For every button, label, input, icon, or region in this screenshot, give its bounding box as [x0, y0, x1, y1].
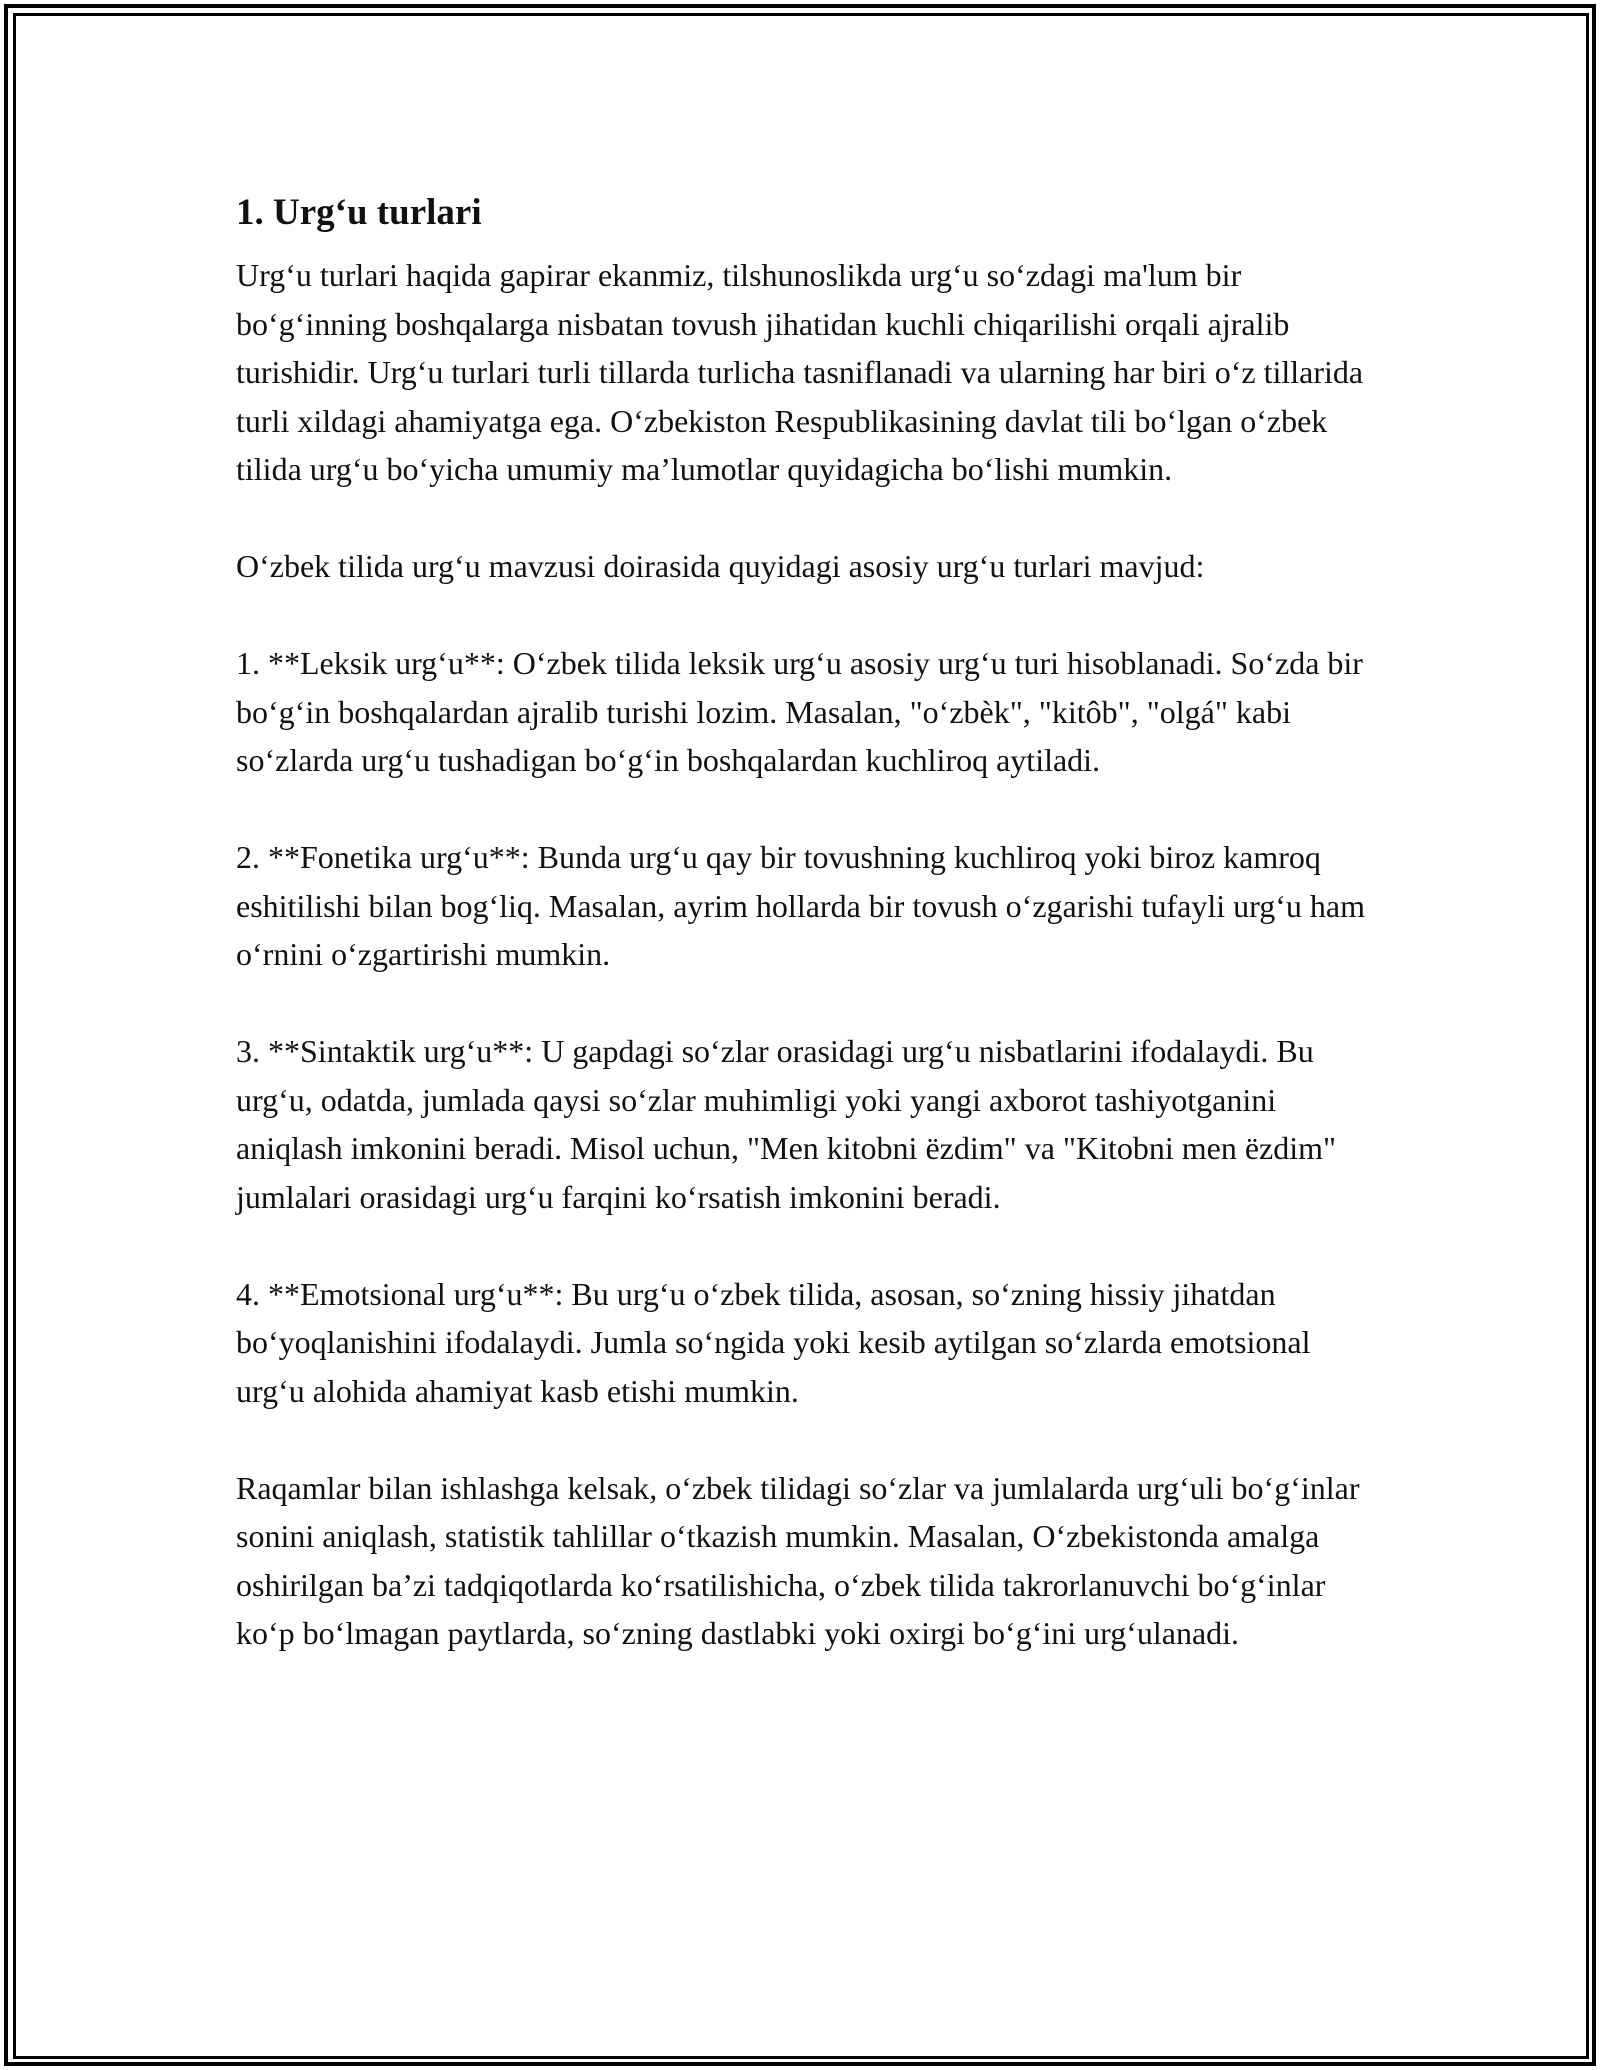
paragraph-intro: Urg‘u turlari haqida gapirar ekanmiz, tilshunoslikda urg‘u so‘zdagi ma'lum bir bo‘g‘inning boshqalarga nisbatan tovush jihatidan kuchli chiqarilishi orqali ajralib turishidir. Urg‘u turlari turli tillarda turlicha tasniflanadi va ularning har biri o‘z tillarida turli xildagi ahamiyatga ega. O‘zbekiston Respublikasining davlat tili bo‘lgan o‘zbek tilida urg‘u bo‘yicha umumiy ma’lumotlar quyidagicha bo‘lishi mumkin. [236, 257, 1364, 487]
paragraph-emotional-stress: 4. **Emotsional urg‘u**: Bu urg‘u o‘zbek tilida, asosan, so‘zning hissiy jihatdan bo‘yoqlanishini ifodalaydi. Jumla so‘ngida yoki kesib aytilgan so‘zlarda emotsional urg‘u alohida ahamiyat kasb etishi mumkin. [236, 1275, 1311, 1409]
section-heading: 1. Urg‘u turlari [236, 192, 482, 233]
paragraph-syntactic-stress: 3. **Sintaktik urg‘u**: U gapdagi so‘zlar orasidagi urg‘u nisbatlarini ifodalaydi. Bu urg‘u, odatda, jumlada qaysi so‘zlar muhimligi yoki yangi axborot tashiyotganini aniqlash imkonini beradi. Misol uchun, "Men kitobni ëzdim" va "Kitobni men ëzdim" jumlalari orasidagi urg‘u farqini ko‘rsatish imkonini beradi. [236, 1033, 1337, 1215]
document-body [236, 185, 1371, 1658]
paragraph-phonetic-stress: 2. **Fonetika urg‘u**: Bunda urg‘u qay bir tovushning kuchliroq yoki biroz kamroq eshitilishi bilan bog‘liq. Masalan, ayrim hollarda bir tovush o‘zgarishi tufayli urg‘u ham o‘rnini o‘zgartirishi mumkin. [236, 839, 1365, 972]
paragraph-lexical-stress: 1. **Leksik urg‘u**: O‘zbek tilida leksik urg‘u asosiy urg‘u turi hisoblanadi. So‘zda bir bo‘g‘in boshqalardan ajralib turishi lozim. Masalan, "o‘zbèk", "kitôb", "olgá" kabi so‘zlarda urg‘u tushadigan bo‘g‘in boshqalardan kuchliroq aytiladi. [236, 645, 1363, 778]
paragraph-types-lead: O‘zbek tilida urg‘u mavzusi doirasida quyidagi asosiy urg‘u turlari mavjud: [236, 548, 1205, 584]
paragraph-statistics: Raqamlar bilan ishlashga kelsak, o‘zbek tilidagi so‘zlar va jumlalarda urg‘uli bo‘g‘inlar sonini aniqlash, statistik tahlillar o‘tkazish mumkin. Masalan, O‘zbekistonda amalga oshirilgan ba’zi tadqiqotlarda ko‘rsatilishicha, o‘zbek tilida takrorlanuvchi bo‘g‘inlar ko‘p bo‘lmagan paytlarda, so‘zning dastlabki yoki oxirgi bo‘g‘ini urg‘ulanadi. [236, 1469, 1360, 1651]
